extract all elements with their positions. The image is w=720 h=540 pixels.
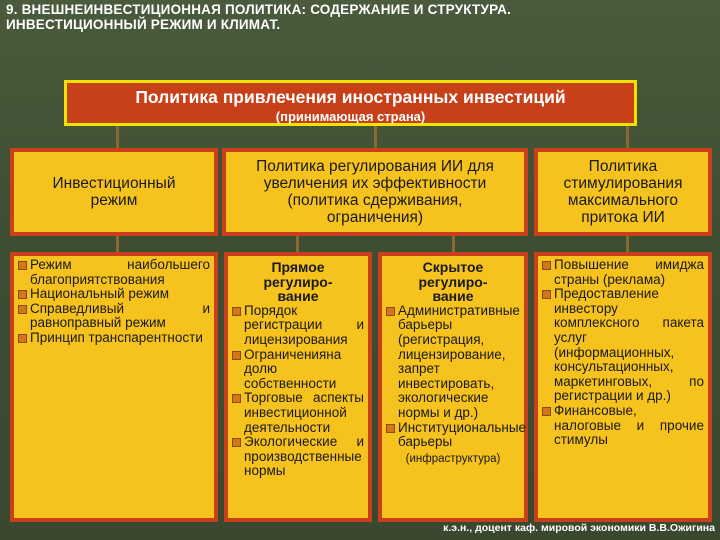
investment-regime-heading-box: [10, 148, 218, 236]
list-item: Режим наибольшего благоприятствования: [18, 258, 210, 287]
list-item: Экологические и производственные нормы: [232, 435, 364, 479]
bullet-icon: [232, 307, 241, 316]
list-item: Порядок регистрации и лицензирования: [232, 304, 364, 348]
direct-regulation-title: Прямое регулиро- вание: [263, 259, 333, 305]
hidden-regulation-box: [378, 252, 528, 522]
heading-line: максимального: [567, 192, 679, 209]
heading-line: Инвестиционный: [52, 175, 176, 192]
list-item: Институциональные барьеры: [386, 421, 520, 450]
list-item: Принцип транспарентности: [18, 331, 210, 346]
list-item: Национальный режим: [18, 287, 210, 302]
bullet-icon: [232, 351, 241, 360]
slide-title-line-2: ИНВЕСТИЦИОННЫЙ РЕЖИМ И КЛИМАТ.: [6, 17, 281, 32]
connector-top-center: [374, 126, 377, 150]
heading-line: Политика регулирования ИИ для: [256, 158, 494, 175]
bullet-icon: [542, 290, 551, 299]
bullet-icon: [18, 261, 27, 270]
heading-line: увеличения их эффективности: [263, 175, 487, 192]
connector-top-left: [116, 126, 119, 150]
slide-title: [6, 2, 718, 32]
bullet-icon: [542, 261, 551, 270]
list-item: Предоставление инвестору комплексного пакета услуг (информационных, консультационных, маркетинговых, по регистрации и др.): [542, 287, 704, 404]
slide-title-line-1: 9. ВНЕШНЕИНВЕСТИЦИОННАЯ ПОЛИТИКА: СОДЕРЖАНИЕ И СТРУКТУРА.: [6, 2, 512, 17]
bullet-icon: [542, 407, 551, 416]
list-item: Справедливый и равноправный режим: [18, 302, 210, 331]
list-item: Повышение имиджа страны (реклама): [542, 258, 704, 287]
heading-line: притока ИИ: [581, 209, 665, 226]
stimulation-policy-heading-box: [534, 148, 712, 236]
heading-line: (политика сдерживания,: [287, 192, 463, 209]
list-item: Торговые аспекты инвестиционной деятельности: [232, 391, 364, 435]
bullet-icon: [18, 334, 27, 343]
connector-top-right: [626, 126, 629, 150]
direct-regulation-box: [224, 252, 372, 522]
stimulation-list-box: [534, 252, 712, 522]
bullet-icon: [232, 394, 241, 403]
infrastructure-note: (инфраструктура): [405, 452, 501, 465]
bullet-icon: [18, 305, 27, 314]
bullet-icon: [386, 424, 395, 433]
bullet-icon: [232, 438, 241, 447]
top-box-subtitle: (принимающая страна): [275, 109, 426, 124]
heading-line: режим: [90, 192, 138, 209]
bullet-icon: [18, 290, 27, 299]
list-item: Ограниченияна долю собственности: [232, 348, 364, 392]
top-box-title: Политика привлечения иностранных инвестиций: [135, 87, 566, 107]
heading-line: стимулирования: [563, 175, 683, 192]
bullet-icon: [386, 307, 395, 316]
foreign-investment-policy-box: [64, 80, 637, 126]
investment-regime-list-box: [10, 252, 218, 522]
regulation-policy-heading-box: [222, 148, 528, 236]
author-footer: к.э.н., доцент каф. мировой экономики В.В.Ожигина: [443, 522, 715, 534]
heading-line: ограничения): [326, 209, 424, 226]
list-item: Административные барьеры (регистрация, лицензирование, запрет инвестировать, экологические нормы и др.): [386, 304, 520, 421]
heading-line: Политика: [588, 158, 658, 175]
list-item: Финансовые, налоговые и прочие стимулы: [542, 404, 704, 448]
hidden-regulation-title: Скрытое регулиро- вание: [418, 259, 488, 305]
